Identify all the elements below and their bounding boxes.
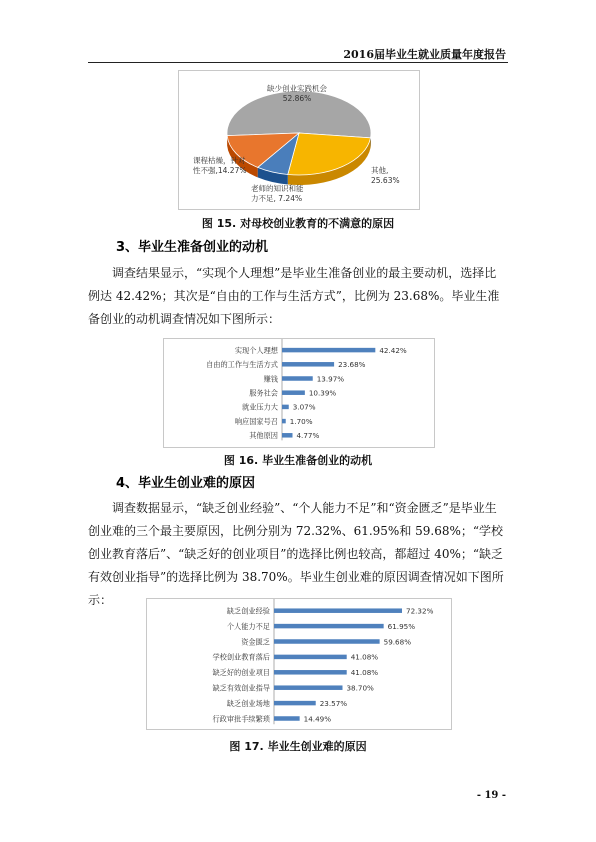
page-header-title: 2016届毕业生就业质量年度报告 — [343, 48, 506, 61]
pie-value-label-4: 性不强,14.27% — [193, 166, 247, 175]
bar — [282, 405, 289, 410]
figure-16-frame — [163, 338, 435, 448]
bar-value-label: 23.57% — [319, 698, 348, 708]
bar — [274, 639, 380, 644]
category-label: 行政审批手续繁琐 — [212, 714, 270, 724]
bar-value-label: 61.95% — [387, 621, 416, 631]
pie-chart — [179, 71, 419, 209]
category-label: 自由的工作与生活方式 — [206, 360, 278, 370]
pie-label-2: 其他, — [371, 166, 389, 175]
category-label: 学校创业教育落后 — [212, 652, 270, 662]
category-label: 响应国家号召 — [234, 416, 278, 426]
difficulty-bar-chart — [147, 599, 451, 729]
bar-value-label: 14.49% — [303, 714, 332, 724]
section-4-paragraph — [88, 497, 508, 612]
category-label: 实现个人理想 — [234, 345, 278, 355]
bar — [274, 701, 316, 706]
pie-value-label-1: 52.86% — [282, 94, 312, 103]
category-label: 缺乏好的创业项目 — [212, 668, 270, 678]
bar — [274, 670, 347, 675]
pie-value-label-3: 力不足, 7.24% — [251, 194, 303, 203]
bar-value-label: 41.08% — [350, 652, 379, 662]
bar-value-label: 1.70% — [289, 416, 313, 426]
bar — [282, 348, 375, 353]
category-label: 服务社会 — [249, 388, 278, 398]
bar — [274, 685, 342, 690]
motivation-bar-chart — [164, 339, 434, 447]
bar-value-label: 13.97% — [316, 374, 345, 384]
category-label: 个人能力不足 — [226, 621, 270, 631]
section-3-paragraph — [88, 262, 508, 331]
bar-value-label: 42.42% — [379, 345, 407, 355]
pie-slice-2 — [288, 133, 371, 175]
figure-17-caption: 图 17. 毕业生创业难的原因 — [229, 740, 367, 753]
bar-value-label: 59.68% — [383, 637, 412, 647]
bar — [282, 419, 286, 424]
bar — [282, 376, 313, 381]
bar — [282, 362, 334, 367]
pie-label-4: 课程枯燥，针对 — [193, 156, 246, 165]
bar-value-label: 4.77% — [296, 431, 320, 441]
pie-label-1: 缺少创业实践机会 — [267, 84, 327, 93]
bar-value-label: 3.07% — [292, 402, 316, 412]
bar — [282, 433, 292, 438]
bar-value-label: 72.32% — [406, 606, 434, 616]
figure-15-caption: 图 15. 对母校创业教育的不满意的原因 — [201, 217, 395, 230]
category-label: 缺乏创业经验 — [226, 606, 270, 616]
category-label: 缺乏有效创业指导 — [212, 683, 270, 693]
bar — [274, 655, 347, 660]
header-rule — [88, 62, 508, 63]
figure-17-frame — [146, 598, 452, 730]
bar-value-label: 10.39% — [308, 388, 337, 398]
bar-value-label: 23.68% — [338, 360, 366, 370]
section-3-heading: 3、毕业生准备创业的动机 — [116, 240, 269, 255]
figure-16-caption: 图 16. 毕业生准备创业的动机 — [223, 454, 373, 467]
bar-value-label: 41.08% — [350, 668, 379, 678]
pie-value-label-2: 25.63% — [371, 176, 400, 185]
category-label: 资金匮乏 — [241, 637, 270, 647]
category-label: 缺乏创业场地 — [226, 698, 270, 708]
category-label: 其他原因 — [249, 431, 278, 441]
category-label: 赚钱 — [263, 374, 278, 384]
bar-value-label: 38.70% — [346, 683, 374, 693]
section-4-heading: 4、毕业生创业难的原因 — [116, 476, 256, 491]
category-label: 就业压力大 — [242, 402, 278, 412]
section-4-text: 调查数据显示，“缺乏创业经验”、“个人能力不足”和“资金匮乏”是毕业生创业难的三个最主要原因，比例分别为 72.32%、61.95%和 59.68%；“学校创业教育落后”、“缺乏好的创业项目”的选择比例也较高，都超过 40%；“缺乏有效创业指导”的选择比例为 38.70%。毕业生创业难的原因调查情况如下图所示： — [88, 501, 504, 607]
bar — [274, 624, 384, 629]
page-number: - 19 - — [476, 790, 506, 801]
bar — [274, 716, 300, 721]
section-3-text: 调查结果显示，“实现个人理想”是毕业生准备创业的最主要动机，选择比例达 42.42%；其次是“自由的工作与生活方式”，比例为 23.68%。毕业生准备创业的动机调查情况如下图所示： — [88, 266, 500, 326]
pie-label-3: 老师的知识和能 — [251, 184, 304, 193]
figure-15-frame — [178, 70, 420, 210]
bar — [282, 390, 305, 395]
bar — [274, 608, 402, 613]
